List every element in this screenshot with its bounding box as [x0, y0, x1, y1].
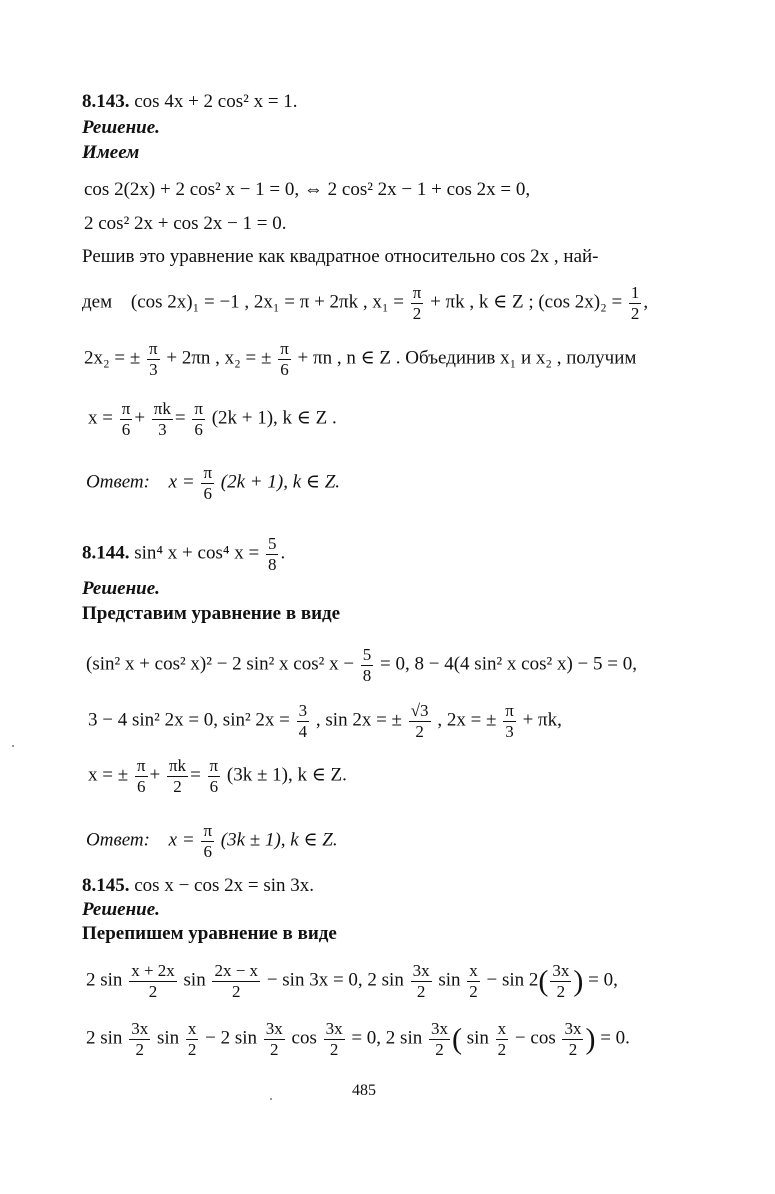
intro-text: Перепишем уравнение в виде: [82, 923, 337, 944]
problem-number: 8.145.: [82, 875, 130, 896]
solution-label: Решение.: [82, 578, 160, 599]
fraction: $\frac{x + 2x}{2}$: [131, 961, 175, 1001]
fraction: $\frac{1}{2}$: [630, 283, 640, 323]
fraction: $\frac{5}{8}$: [362, 645, 372, 685]
problem-8-143-heading: [82, 92, 298, 111]
fraction: $\frac{\pi}{6}$: [194, 399, 203, 439]
equation-line: 2 sin $\frac{x + 2x}{2}$ sin $\frac{2x - x}{2}$ − sin 3x = 0, 2 sin $\frac{3x}{2}$ sin $\frac{x}{2}$ − sin 2( $\frac{3x}{2}$ ) = 0,: [86, 961, 618, 1001]
fraction: $\frac{3x}{2}$: [131, 1019, 149, 1059]
fraction: $\frac{\pi k}{3}$: [153, 399, 171, 439]
equation-line: (sin² x + cos² x)² − 2 sin² x cos² x − $\frac{5}{8}$ = 0, 8 − 4(4 sin² x cos² x) − 5 = 0,: [86, 645, 637, 685]
paragraph-text: Решив это уравнение как квадратное относительно cos 2x , най-: [82, 246, 599, 267]
fraction: $\frac{\pi}{6}$: [280, 339, 289, 379]
fraction: $\frac{\pi}{6}$: [121, 399, 131, 439]
fraction: $\frac{x}{2}$: [469, 961, 478, 1001]
fraction: $\frac{\pi}{2}$: [412, 283, 422, 323]
fraction: $\frac{√3}{2}$: [410, 701, 429, 741]
fraction: $\frac{x}{2}$: [187, 1019, 197, 1059]
fraction: $\frac{\pi}{6}$: [203, 821, 213, 861]
fraction: $\frac{3x}{2}$: [552, 961, 570, 1001]
scan-speck: [12, 745, 14, 747]
fraction: $\frac{\pi}{6}$: [203, 463, 213, 503]
fraction: $\frac{2x - x}{2}$: [214, 961, 259, 1001]
answer-line: Ответ: x = $\frac{\pi}{6}$ (3k ± 1), k ∈ Z.: [86, 821, 338, 861]
fraction: $\frac{\pi}{3}$: [505, 701, 514, 741]
solution-label: Решение.: [82, 899, 160, 920]
answer-label: Ответ:: [86, 471, 150, 493]
equation-line: cos 2(2x) + 2 cos² x − 1 = 0, ⇔ 2 cos² 2x − 1 + cos 2x = 0,: [84, 179, 531, 200]
fraction: $\frac{\pi}{6}$: [136, 756, 146, 796]
fraction: $\frac{3x}{2}$: [325, 1019, 343, 1059]
fraction: $\frac{3}{4}$: [298, 701, 308, 741]
scan-speck: [270, 1098, 272, 1100]
fraction: $\frac{\pi k}{2}$: [168, 756, 187, 796]
problem-number: 8.144.: [82, 542, 130, 564]
problem-equation: cos 4x + 2 cos² x = 1.: [134, 91, 298, 112]
problem-8-145-heading: 8.145. cos x − cos 2x = sin 3x.: [82, 875, 315, 896]
page-number: 485: [352, 1082, 376, 1099]
equation-line: 3 − 4 sin² 2x = 0, sin² 2x = $\frac{3}{4}$ , sin 2x = ± $\frac{√3}{2}$ , 2x = ± $\frac{\pi}{3}$ + πk,: [88, 701, 562, 741]
equation-line: x = ± $\frac{\pi}{6}$ + $\frac{\pi k}{2}$ = $\frac{\pi}{6}$ (3k ± 1), k ∈ Z.: [88, 756, 347, 796]
equation-line: 2x₂ = ± $\frac{\pi}{3}$ + 2πn , x₂ = ± $\frac{\pi}{6}$ + πn , n ∈ Z . Объединив x₁ и x₂ , получим: [84, 339, 637, 379]
intro-text: Представим уравнение в виде: [82, 603, 341, 624]
problem-8-144-heading: 8.144. sin⁴ x + cos⁴ x = $\frac{5}{8}$ .: [82, 534, 286, 574]
fraction: $\frac{\pi}{6}$: [209, 756, 219, 796]
fraction: $\frac{\pi}{3}$: [149, 339, 158, 379]
equation-line: дем (cos 2x)₁ = −1 , 2x₁ = π + 2πk , x₁ = $\frac{\pi}{2}$ + πk , k ∈ Z ; (cos 2x)₂ = $\frac{1}{2}$ ,: [82, 283, 649, 323]
answer-label: Ответ:: [86, 829, 150, 851]
fraction: $\frac{5}{8}$: [267, 534, 277, 574]
fraction: $\frac{3x}{2}$: [265, 1019, 283, 1059]
equation-line: x = $\frac{\pi}{6}$ + $\frac{\pi k}{3}$ = $\frac{\pi}{6}$ (2k + 1), k ∈ Z .: [88, 399, 337, 439]
fraction: $\frac{3x}{2}$: [430, 1019, 448, 1059]
fraction: $\frac{3x}{2}$: [564, 1019, 582, 1059]
equation-line: 2 cos² 2x + cos 2x − 1 = 0.: [84, 213, 287, 234]
solution-label: Решение.: [82, 117, 160, 138]
intro-text: Имеем: [82, 142, 140, 163]
answer-line: Ответ: x = $\frac{\pi}{6}$ (2k + 1), k ∈ Z.: [86, 463, 341, 503]
equation-line: 2 sin $\frac{3x}{2}$ sin $\frac{x}{2}$ − 2 sin $\frac{3x}{2}$ cos $\frac{3x}{2}$ = 0, 2 sin $\frac{3x}{2}$ ( sin $\frac{x}{2}$ − cos $\frac{3x}{2}$ ) = 0.: [86, 1019, 630, 1059]
fraction: $\frac{x}{2}$: [497, 1019, 507, 1059]
fraction: $\frac{3x}{2}$: [412, 961, 430, 1001]
problem-number: 8.143.: [82, 91, 130, 112]
